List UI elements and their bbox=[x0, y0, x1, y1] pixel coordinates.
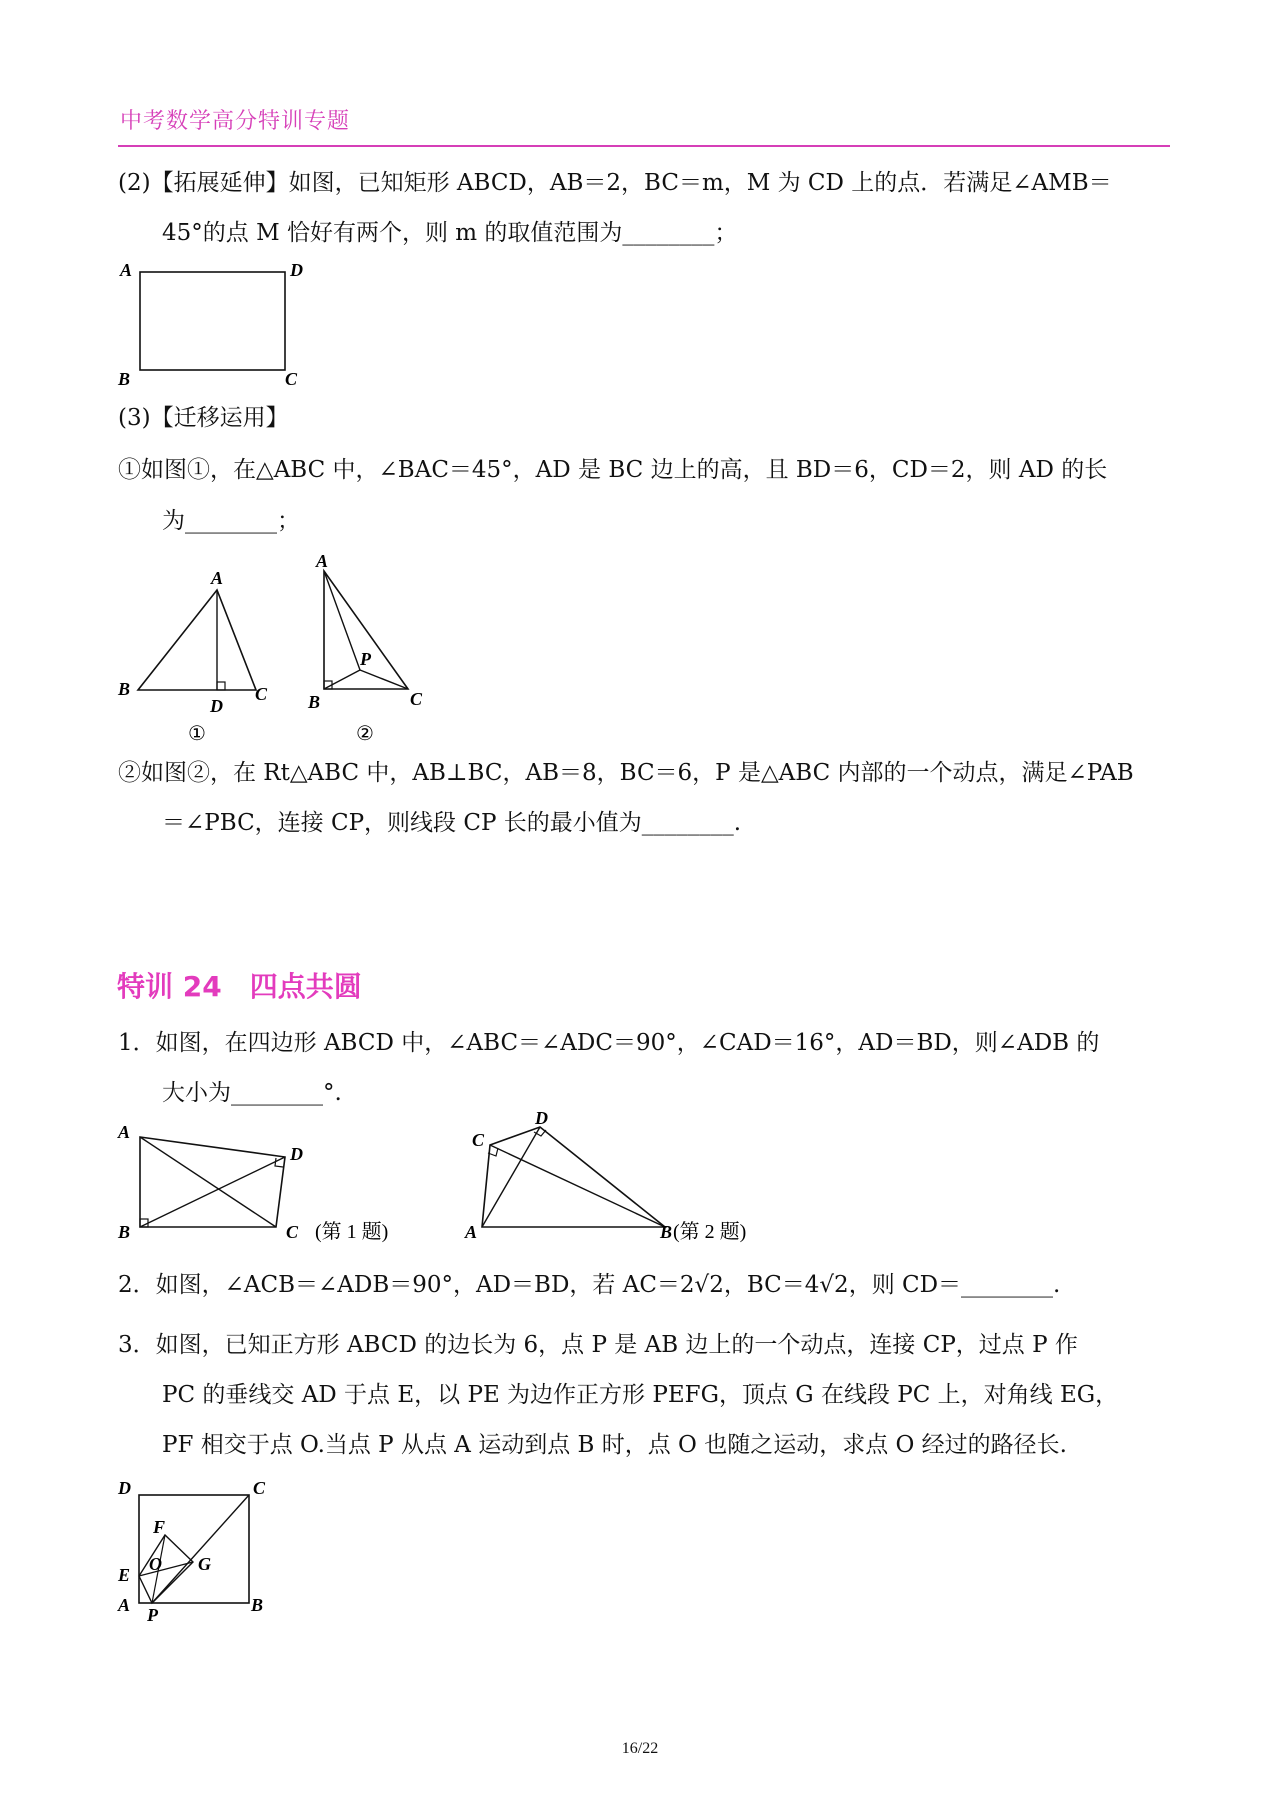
q1-diagonal-ac bbox=[140, 1137, 276, 1227]
part3-q1-line2: 为________； bbox=[162, 508, 300, 534]
q3-segment-pc bbox=[152, 1495, 249, 1603]
tri2-shape bbox=[324, 571, 408, 689]
figure-q1 bbox=[110, 1120, 430, 1255]
tri1-right-angle bbox=[217, 682, 225, 690]
q3-label-d: D bbox=[118, 1478, 131, 1498]
q2-label-d: D bbox=[535, 1112, 548, 1128]
tri2-label-b: B bbox=[308, 692, 321, 712]
figure-q3 bbox=[110, 1478, 280, 1638]
tri1-label-a: A bbox=[211, 568, 224, 588]
tri2-segment-ap bbox=[324, 571, 360, 670]
tri2-label-a: A bbox=[316, 551, 329, 571]
rect-label-b: B bbox=[118, 369, 131, 389]
q3-line3: PF 相交于点 O.当点 P 从点 A 运动到点 B 时，点 O 也随之运动，求点 O 经过的路径长. bbox=[162, 1432, 1067, 1458]
figure-q2-clean bbox=[455, 1112, 795, 1257]
rect-label-c: C bbox=[285, 369, 298, 389]
q3-label-g: G bbox=[198, 1554, 211, 1574]
q3-label-p: P bbox=[147, 1605, 158, 1625]
header-divider bbox=[118, 145, 1170, 147]
q2-diagonal-ad bbox=[482, 1127, 540, 1227]
part2-line2: 45°的点 M 恰好有两个，则 m 的取值范围为________； bbox=[162, 220, 738, 246]
tri2-label-p: P bbox=[360, 649, 371, 669]
q2-label-a: A bbox=[465, 1222, 478, 1242]
q3-label-c: C bbox=[253, 1478, 266, 1498]
q3-label-f: F bbox=[153, 1517, 166, 1537]
figure-rectangle bbox=[110, 255, 310, 395]
tri1-shape bbox=[138, 590, 256, 690]
part2-line1: (2)【拓展延伸】如图，已知矩形 ABCD，AB＝2，BC＝m，M 为 CD 上的点．若满足∠AMB＝ bbox=[118, 170, 1112, 196]
page-number: 16/22 bbox=[621, 1740, 659, 1757]
tri2-label-c: C bbox=[410, 689, 423, 709]
q1-label-b: B bbox=[118, 1222, 131, 1242]
q3-label-e: E bbox=[118, 1565, 131, 1585]
tri1-label-c: C bbox=[255, 684, 268, 704]
q2-label-b: B bbox=[660, 1222, 673, 1242]
tri2-segment-bp bbox=[324, 670, 360, 689]
tri1-label-d: D bbox=[210, 696, 223, 716]
tri2-caption: ② bbox=[356, 723, 374, 745]
q2-caption: (第 2 题) bbox=[673, 1221, 747, 1243]
q1-label-c: C bbox=[286, 1222, 299, 1242]
rect-label-a: A bbox=[120, 260, 133, 280]
rect-shape bbox=[140, 272, 285, 370]
q1-caption: (第 1 题) bbox=[315, 1221, 389, 1243]
q1-quad bbox=[140, 1137, 285, 1227]
tri1-caption: ① bbox=[188, 723, 206, 745]
page-header-title: 中考数学高分特训专题 bbox=[120, 109, 351, 134]
q3-line2: PC 的垂线交 AD 于点 E，以 PE 为边作正方形 PEFG，顶点 G 在线段 PC 上，对角线 EG， bbox=[162, 1382, 1119, 1408]
q2-line1: 2．如图，∠ACB＝∠ADB＝90°，AD＝BD，若 AC＝2√2，BC＝4√2，则 CD＝________. bbox=[118, 1272, 1061, 1298]
part3-q2-line2: ＝∠PBC，连接 CP，则线段 CP 长的最小值为________. bbox=[162, 810, 742, 836]
figure-triangle-1 bbox=[110, 560, 280, 745]
section-title: 特训 24 四点共圆 bbox=[117, 970, 362, 1003]
q2-quad bbox=[482, 1127, 665, 1227]
q1-label-a: A bbox=[118, 1122, 131, 1142]
rect-label-d: D bbox=[290, 260, 303, 280]
q1-line1: 1．如图，在四边形 ABCD 中，∠ABC＝∠ADC＝90°，∠CAD＝16°，AD＝BD，则∠ADB 的 bbox=[118, 1030, 1100, 1056]
part3-q2-line1: ②如图②，在 Rt△ABC 中，AB⊥BC，AB＝8，BC＝6，P 是△ABC 内部的一个动点，满足∠PAB bbox=[118, 760, 1134, 786]
q1-label-d: D bbox=[290, 1144, 303, 1164]
q3-line1: 3．如图，已知正方形 ABCD 的边长为 6，点 P 是 AB 边上的一个动点，连接 CP，过点 P 作 bbox=[118, 1332, 1078, 1358]
tri1-label-b: B bbox=[118, 679, 131, 699]
part3-title: (3)【迁移运用】 bbox=[118, 405, 289, 431]
q3-label-o: O bbox=[149, 1554, 162, 1574]
q3-label-a: A bbox=[118, 1595, 131, 1615]
part3-q1-line1: ①如图①，在△ABC 中，∠BAC＝45°，AD 是 BC 边上的高，且 BD＝6，CD＝2，则 AD 的长 bbox=[118, 457, 1108, 483]
q1-diagonal-bd bbox=[140, 1157, 285, 1227]
figure-triangle-2 bbox=[300, 545, 440, 745]
q2-label-c: C bbox=[472, 1130, 485, 1150]
q1-line2: 大小为________°. bbox=[162, 1080, 342, 1106]
q3-label-b: B bbox=[251, 1595, 264, 1615]
